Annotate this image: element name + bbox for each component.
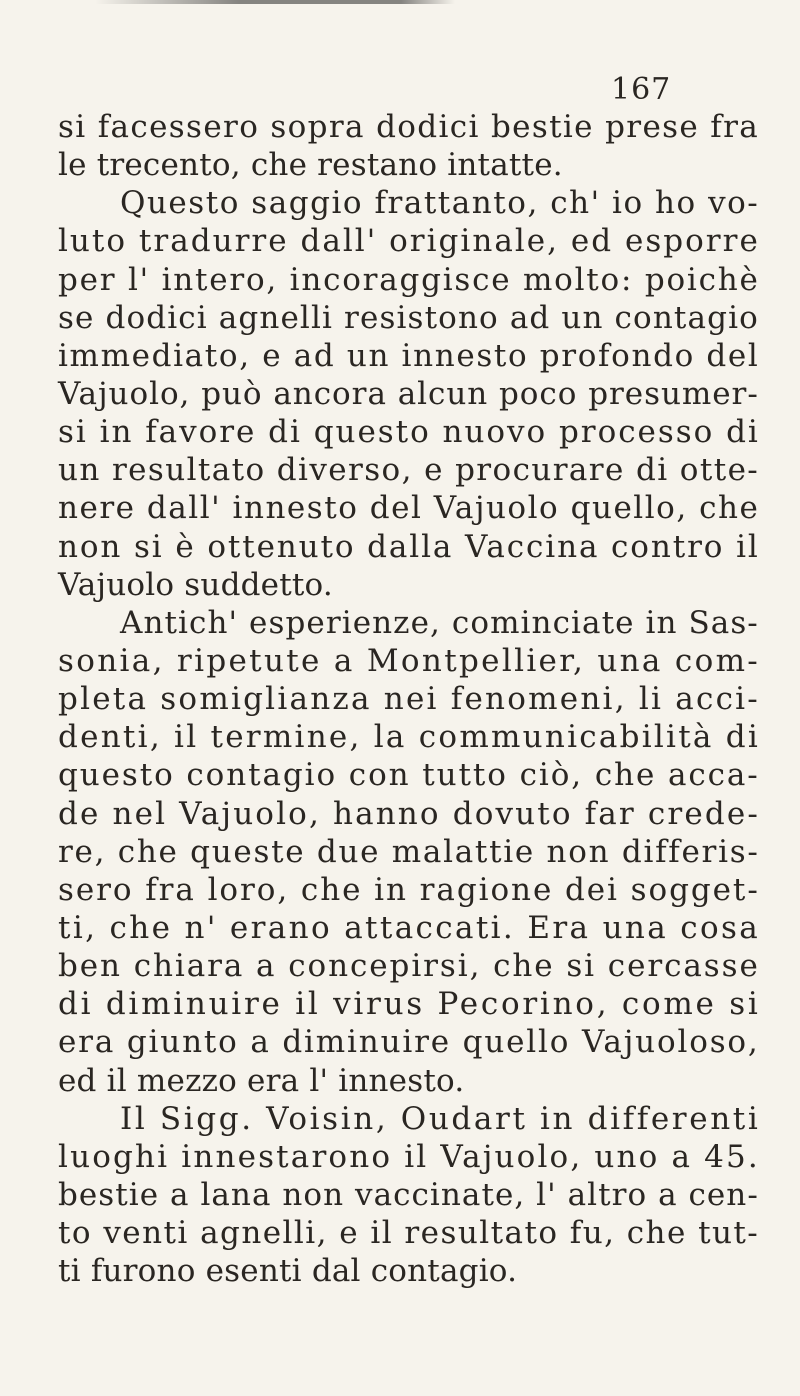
text-line: un resultato diverso, e procurare di otte-	[58, 452, 760, 489]
text-line: Questo saggio frattanto, ch' io ho vo-	[120, 185, 760, 222]
text-line: bestie a lana non vaccinate, l' altro a cen-	[58, 1176, 759, 1213]
text-line: immediato, e ad un innesto profondo del	[58, 337, 760, 374]
text-line: si in favore di questo nuovo processo di	[58, 414, 760, 451]
text-line: luoghi innestarono il Vajuolo, uno a 45.	[58, 1138, 760, 1175]
text-line: ben chiara a concepirsi, che si cercasse	[58, 948, 760, 985]
text-line: pleta somiglianza nei fenomeni, li acci-	[58, 681, 761, 718]
page-number: 167	[611, 72, 672, 107]
text-line: sonia, ripetute a Montpellier, una com-	[58, 642, 761, 679]
text-line: re, che queste due malattie non differis-	[58, 833, 760, 870]
text-line: Vajuolo, può ancora alcun poco presumer-	[58, 375, 759, 412]
text-line: ed il mezzo era l' innesto.	[58, 1062, 465, 1099]
text-line: nere dall' innesto del Vajuolo quello, che	[58, 490, 760, 527]
text-line: denti, il termine, la communicabilità di	[58, 719, 761, 756]
text-line: ti, che n' erano attaccati. Era una cosa	[58, 909, 761, 946]
text-line: to venti agnelli, e il resultato fu, che tut-	[58, 1215, 760, 1252]
text-line: ti furono esenti dal contagio.	[58, 1253, 518, 1290]
text-line: se dodici agnelli resistono ad un contagio	[58, 299, 759, 336]
text-line: non si è ottenuto dalla Vaccina contro il	[58, 528, 760, 565]
text-line: era giunto a diminuire quello Vajuoloso,	[58, 1024, 760, 1061]
body-text	[58, 108, 761, 1290]
text-line: le trecento, che restano intatte.	[58, 147, 563, 184]
text-line: si facessero sopra dodici bestie prese fra	[58, 109, 760, 145]
text-line: di diminuire il virus Pecorino, come si	[58, 986, 761, 1023]
text-line: sero fra loro, che in ragione dei sogget-	[58, 871, 760, 908]
text-line: Il Sigg. Voisin, Oudart in differenti	[120, 1100, 761, 1137]
text-line: Antich' esperienze, cominciate in Sas-	[120, 604, 759, 641]
page-top-edge-shadow	[95, 0, 455, 4]
text-line: de nel Vajuolo, hanno dovuto far crede-	[58, 795, 760, 832]
text-line: luto tradurre dall' originale, ed esporre	[58, 223, 760, 260]
text-line: Vajuolo suddetto.	[58, 566, 333, 603]
text-line: per l' intero, incoraggisce molto: poichè	[58, 261, 760, 298]
text-line: questo contagio con tutto ciò, che acca-	[58, 757, 760, 794]
